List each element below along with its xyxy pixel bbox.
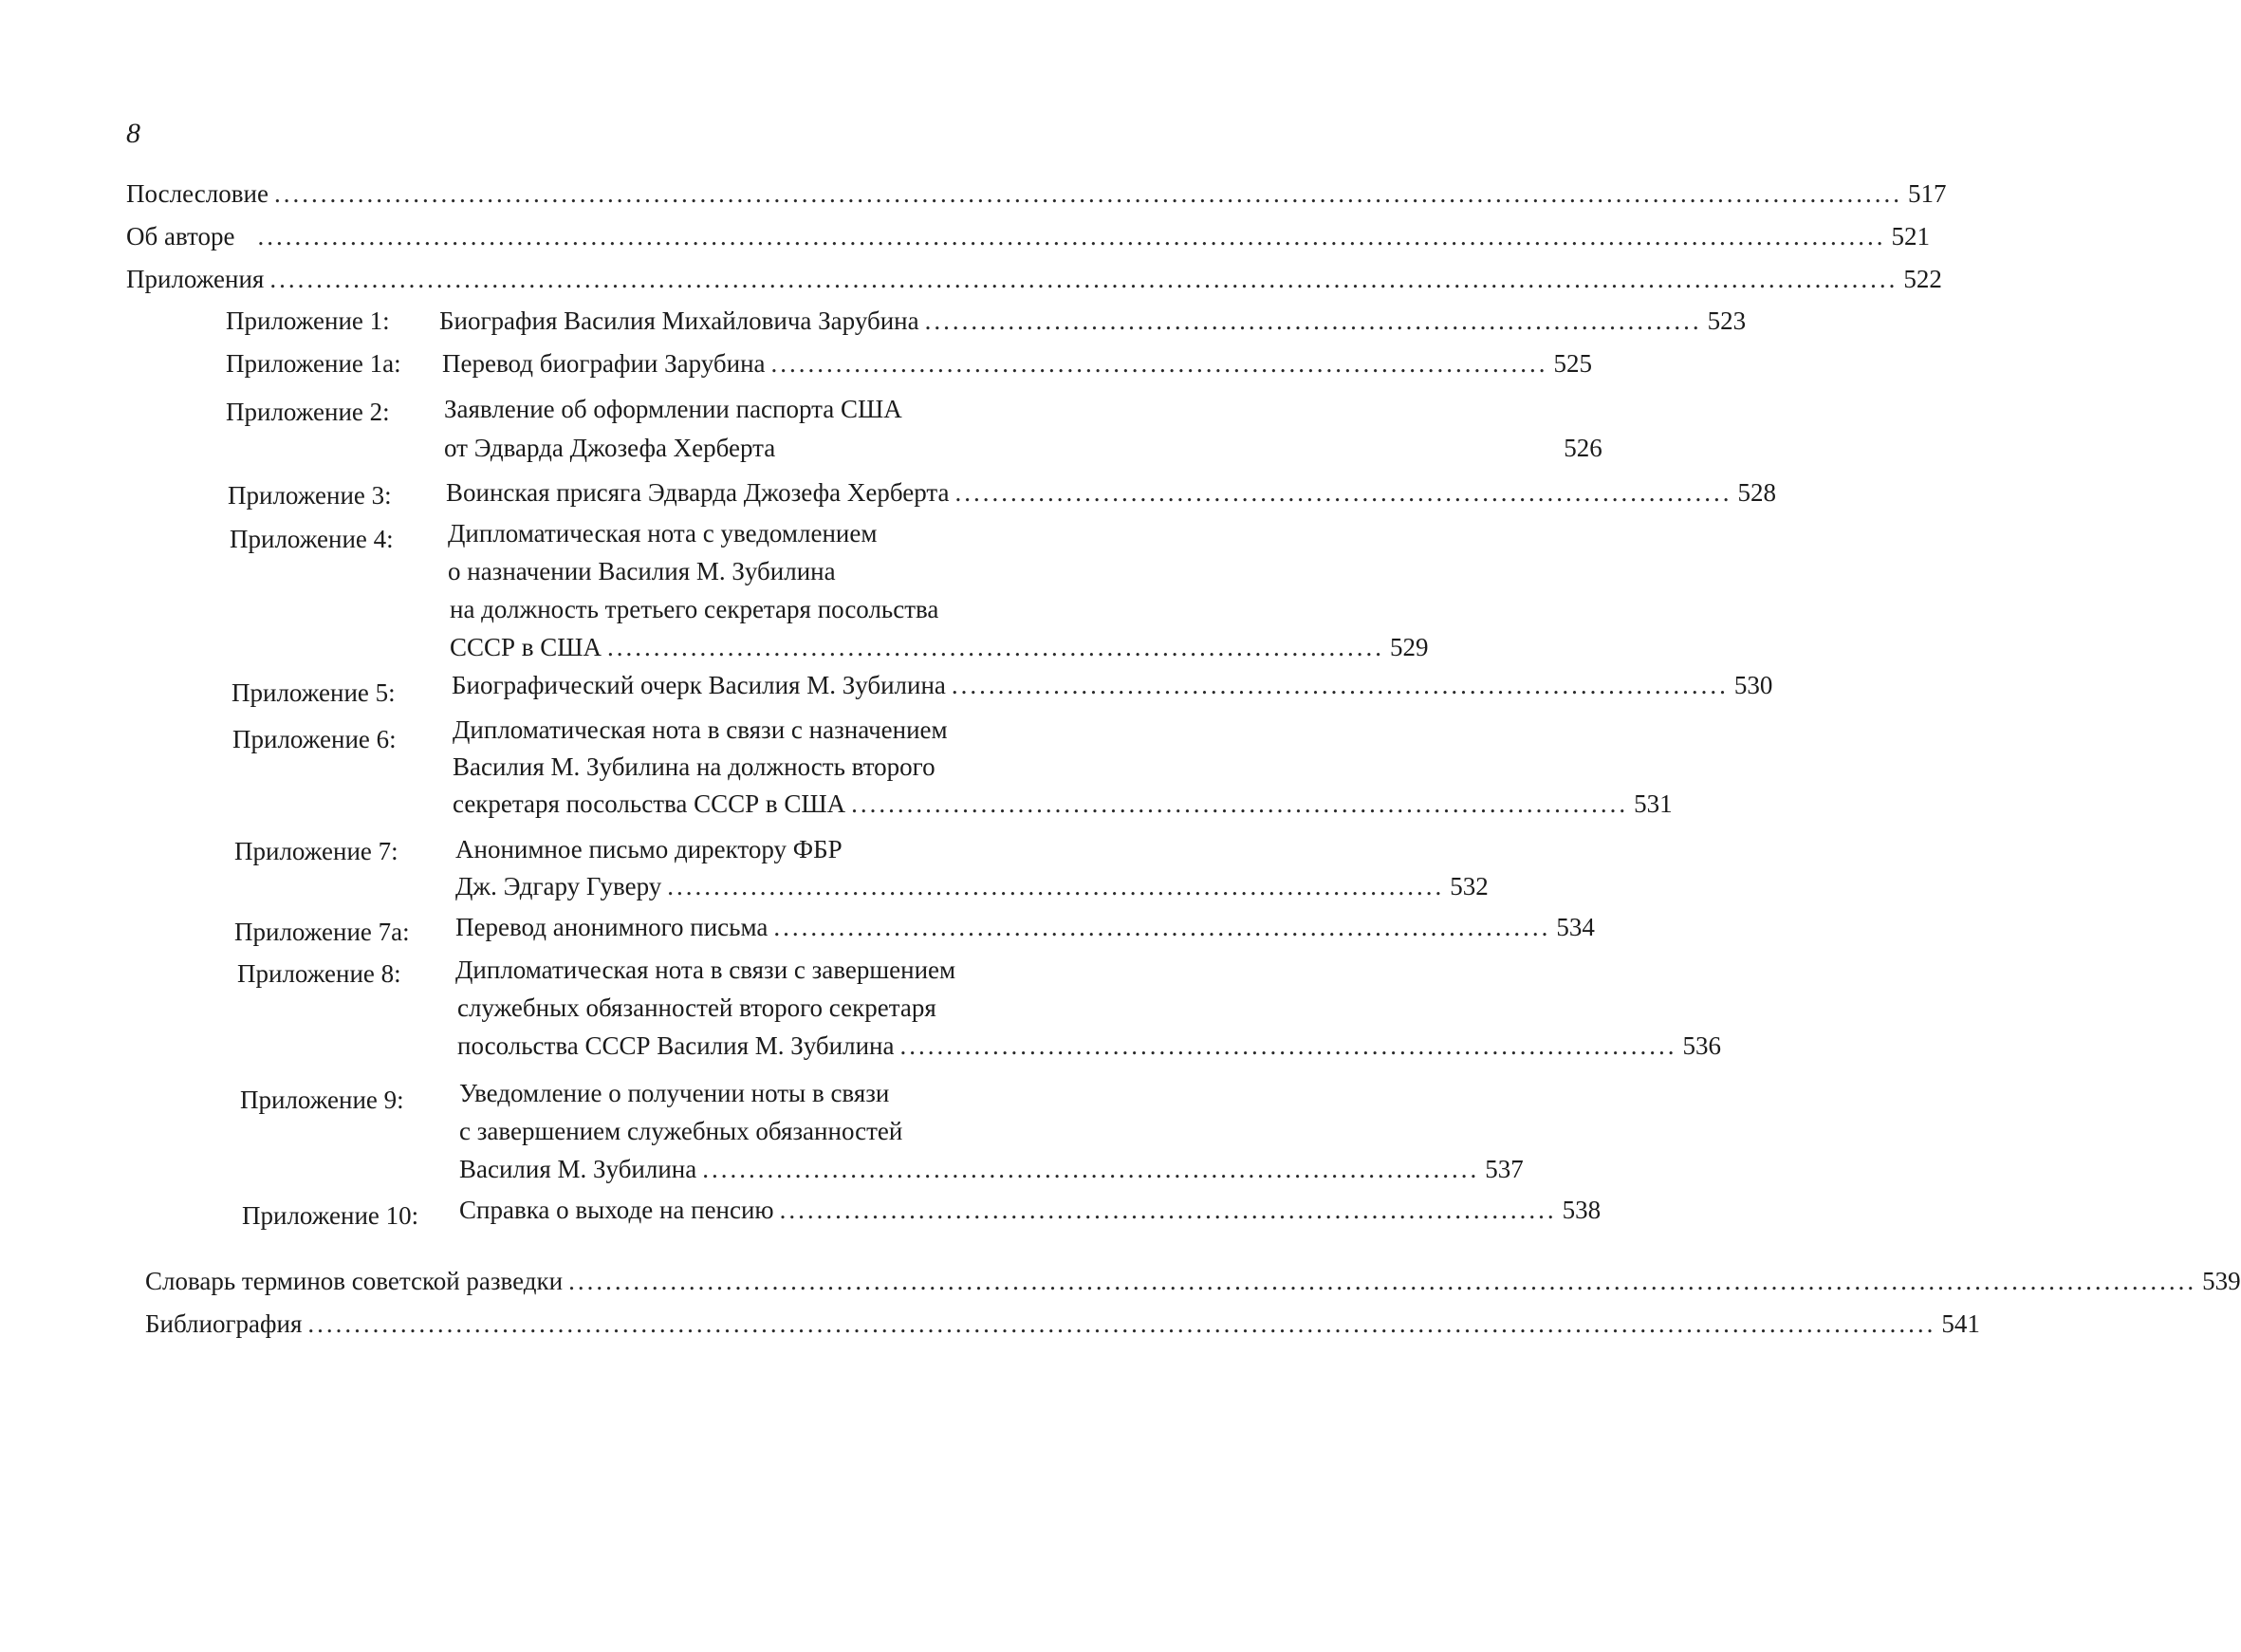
appendix-label: Приложение 1а: (226, 349, 401, 378)
appendix-title-line: Заявление об оформлении паспорта США (444, 395, 902, 423)
toc-entry-page: 541 (1941, 1309, 1980, 1338)
dot-leader: .................................................................................... (851, 789, 1629, 818)
appendix-title-line: Дипломатическая нота в связи с завершением (455, 956, 956, 984)
toc-entry-title: Послесловие (126, 179, 269, 208)
appendix-title-line: Василия М. Зубилина на должность второго (453, 752, 935, 781)
appendix-title: Перевод анонимного письма (455, 913, 769, 941)
appendix-label: Приложение 7: (234, 837, 398, 865)
appendix-title: от Эдварда Джозефа Херберта (444, 434, 776, 462)
toc-entry-title: Приложения (126, 265, 265, 293)
appendix-title: СССР в США (450, 633, 602, 661)
dot-leader: .................................................................................... (607, 633, 1385, 661)
appendix-page: 536 (1682, 1031, 1721, 1060)
appendix-entry-3[interactable] (446, 474, 1776, 510)
appendix-label: Приложение 10: (242, 1201, 419, 1230)
dot-leader (781, 430, 1558, 466)
dot-leader: ................................................................................................................................................................................ (307, 1309, 1936, 1338)
appendix-entry-4[interactable] (450, 629, 1429, 665)
dot-leader: .................................................................................... (954, 478, 1732, 507)
appendix-title: Василия М. Зубилина (459, 1155, 697, 1183)
appendix-label: Приложение 7а: (234, 918, 410, 946)
appendix-label: Приложение 9: (240, 1086, 404, 1114)
appendix-title: Дж. Эдгару Гуверу (455, 872, 662, 900)
dot-leader: .................................................................................... (773, 913, 1551, 941)
toc-entry-appendices[interactable] (126, 262, 1942, 296)
appendix-label: Приложение 3: (228, 481, 392, 510)
toc-entry-title: Библиография (145, 1309, 303, 1338)
appendix-page: 525 (1553, 349, 1593, 378)
dot-leader: ................................................................................................................................................................................ (568, 1267, 2197, 1295)
appendix-page: 530 (1733, 671, 1773, 699)
dot-leader: .................................................................................... (667, 872, 1445, 900)
dot-leader: .................................................................................... (924, 306, 1702, 335)
appendix-page: 534 (1556, 913, 1595, 941)
dot-leader: .................................................................................... (779, 1196, 1557, 1224)
appendix-page: 537 (1485, 1155, 1524, 1183)
appendix-page: 531 (1634, 789, 1673, 818)
appendix-entry-2[interactable] (444, 430, 1602, 466)
toc-entry-about-author[interactable] (126, 219, 1930, 253)
toc-entry-glossary[interactable] (145, 1264, 2241, 1298)
toc-entry-title: Словарь терминов советской разведки (145, 1267, 564, 1295)
toc-entry-afterword[interactable] (126, 176, 1947, 211)
dot-leader: .................................................................................... (702, 1155, 1480, 1183)
appendix-entry-10[interactable] (459, 1192, 1602, 1228)
appendix-page: 538 (1562, 1196, 1602, 1224)
appendix-entry-9[interactable] (459, 1151, 1524, 1187)
appendix-label: Приложение 5: (232, 678, 396, 707)
toc-entry-page: 522 (1903, 265, 1942, 293)
appendix-entry-8[interactable] (457, 1028, 1721, 1064)
toc-entry-title: Об авторе (126, 222, 235, 251)
appendix-entry-6[interactable] (453, 786, 1673, 822)
appendix-title: посольства СССР Василия М. Зубилина (457, 1031, 895, 1060)
appendix-label: Приложение 8: (237, 959, 401, 988)
appendix-title-line: о назначении Василия М. Зубилина (448, 557, 836, 585)
dot-leader: .................................................................................... (951, 671, 1729, 699)
appendix-page: 532 (1450, 872, 1489, 900)
page-number: 8 (126, 118, 140, 149)
appendix-label: Приложение 1: (226, 306, 390, 335)
appendix-title-line: Анонимное письмо директору ФБР (455, 835, 843, 863)
appendix-entry-7a[interactable] (455, 909, 1595, 945)
dot-leader: .................................................................................... (899, 1031, 1677, 1060)
appendix-label: Приложение 4: (230, 525, 394, 553)
appendix-label: Приложение 6: (232, 725, 397, 753)
appendix-title: секретаря посольства СССР в США (453, 789, 846, 818)
dot-leader: ................................................................................................................................................................................ (273, 179, 1902, 208)
appendix-title: Биография Василия Михайловича Зарубина (439, 306, 919, 335)
toc-entry-page: 539 (2202, 1267, 2241, 1295)
dot-leader: .................................................................................... (770, 349, 1548, 378)
toc-entry-page: 521 (1891, 222, 1930, 251)
appendix-entry-1[interactable] (439, 303, 1747, 339)
appendix-title-line: Дипломатическая нота в связи с назначением (453, 715, 948, 744)
appendix-label: Приложение 2: (226, 398, 390, 426)
appendix-page: 526 (1564, 434, 1602, 462)
dot-leader: ................................................................................................................................................................................ (269, 265, 1898, 293)
appendix-page: 523 (1707, 306, 1747, 335)
appendix-title-line: служебных обязанностей второго секретаря (457, 993, 936, 1022)
dot-leader: ................................................................................................................................................................................ (257, 222, 1886, 251)
appendix-title-line: на должность третьего секретаря посольства (450, 595, 939, 623)
appendix-title-line: Уведомление о получении ноты в связи (459, 1079, 890, 1107)
appendix-title-line: Дипломатическая нота с уведомлением (448, 519, 878, 548)
appendix-entry-5[interactable] (452, 667, 1773, 703)
appendix-page: 529 (1390, 633, 1429, 661)
appendix-title: Биографический очерк Василия М. Зубилина (452, 671, 946, 699)
appendix-entry-7[interactable] (455, 868, 1489, 904)
appendix-title: Воинская присяга Эдварда Джозефа Херберта (446, 478, 950, 507)
toc-entry-page: 517 (1907, 179, 1947, 208)
appendix-title: Справка о выходе на пенсию (459, 1196, 774, 1224)
appendix-entry-1a[interactable] (442, 345, 1593, 381)
appendix-title-line: с завершением служебных обязанностей (459, 1117, 903, 1145)
appendix-page: 528 (1737, 478, 1776, 507)
toc-entry-bibliography[interactable] (145, 1307, 1980, 1341)
appendix-title: Перевод биографии Зарубина (442, 349, 766, 378)
